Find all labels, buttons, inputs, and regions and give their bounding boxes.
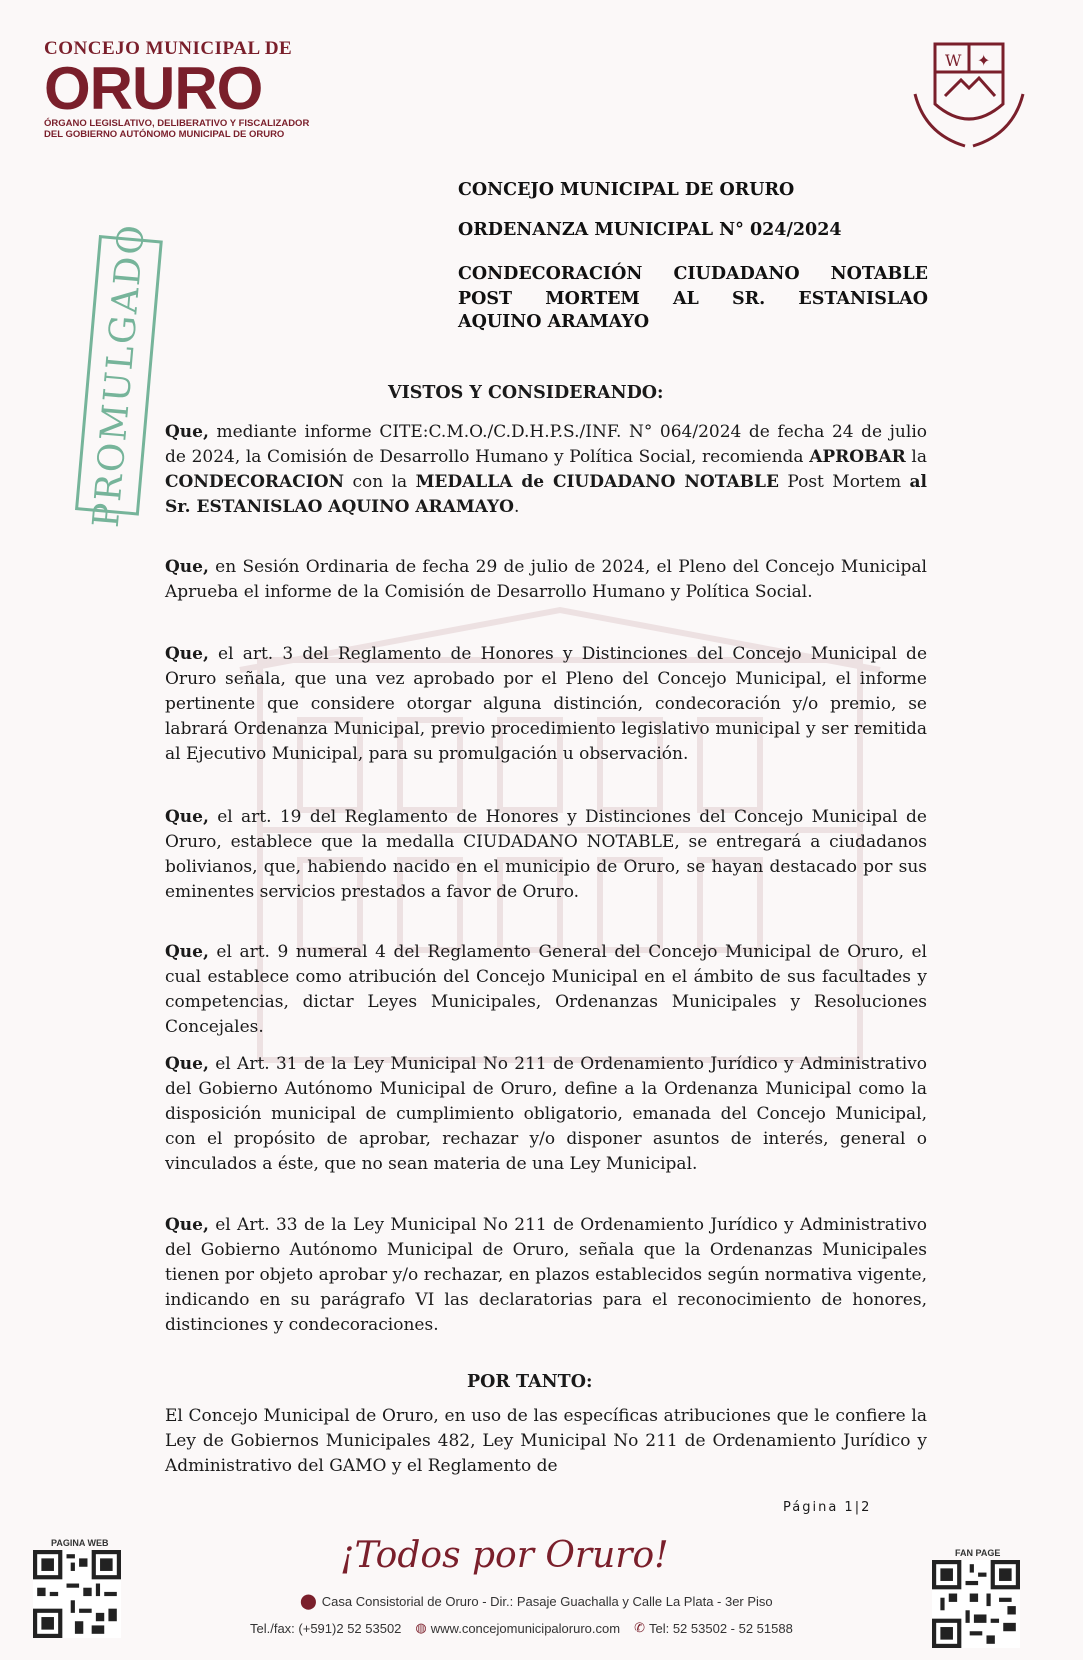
paragraph-7 bbox=[165, 1213, 927, 1338]
p7-text: el Art. 33 de la Ley Municipal No 211 de Ordenamiento Jurídico y Administrativo del Gobierno Autónomo Municipal de Oruro, señala que la Ordenanzas Municipales tienen por objeto aprobar y/o rechazar, en plazos establecidos según normativa vigente, indicando en su parágrafo VI las declaratorias para el reconocimiento de honores, distinciones y condecoraciones. bbox=[165, 1215, 927, 1335]
paragraph-1 bbox=[165, 420, 927, 520]
p3-text: el art. 3 del Reglamento de Honores y Distinciones del Concejo Municipal de Oruro señala, que una vez aprobado por el Pleno del Concejo Municipal, el informe pertinente que considere otorgar alguna distinción, condecoración y/o premio, se labrará Ordenanza Municipal, previo procedimiento legislativo municipal y ser remitida al Ejecutivo Municipal, para su promulgación u observación. bbox=[165, 644, 927, 764]
p2-text: en Sesión Ordinaria de fecha 29 de julio de 2024, el Pleno del Concejo Municipal Aprueba el informe de la Comisión de Desarrollo Humano y Política Social. bbox=[165, 557, 927, 602]
paragraph-2 bbox=[165, 555, 927, 605]
tel-text: Tel: 52 53502 - 52 51588 bbox=[648, 1620, 793, 1636]
title-ordinance-number: ORDENANZA MUNICIPAL N° 024/2024 bbox=[458, 220, 842, 240]
p7-lead: Que, bbox=[165, 1215, 209, 1235]
p1-e: con la bbox=[344, 472, 416, 492]
council-logo bbox=[44, 38, 314, 140]
p1-f: MEDALLA de CIUDADANO NOTABLE bbox=[415, 472, 779, 492]
location-pin-icon: ⬤ bbox=[300, 1593, 317, 1610]
p1-lead: Que, bbox=[165, 422, 209, 442]
phone-icon: ✆ bbox=[634, 1620, 645, 1635]
paragraph-3 bbox=[165, 642, 927, 767]
paragraph-6 bbox=[165, 1052, 927, 1177]
p4-lead: Que, bbox=[165, 807, 209, 827]
p1-b: APROBAR bbox=[809, 447, 906, 467]
promulgado-stamp: PROMULGADO bbox=[75, 235, 163, 516]
p4-text: el art. 19 del Reglamento de Honores y Distinciones del Concejo Municipal de Oruro, establece que la medalla CIUDADANO NOTABLE, se entregará a ciudadanos bolivianos, que, habiendo nacido en el municipio de Oruro, se hayan destacado por sus eminentes servicios prestados a favor de Oruro. bbox=[165, 807, 927, 902]
paragraph-4 bbox=[165, 805, 927, 905]
telfax-text: Tel./fax: (+591)2 52 53502 bbox=[250, 1620, 402, 1636]
p1-d: CONDECORACION bbox=[165, 472, 345, 492]
footer-contacts bbox=[250, 1620, 793, 1636]
section-portanto: POR TANTO: bbox=[467, 1372, 593, 1392]
qr-left-label: PAGINA WEB bbox=[51, 1538, 109, 1548]
qr-code-icon[interactable] bbox=[932, 1560, 1020, 1648]
logo-line2: ORURO bbox=[44, 55, 263, 122]
crest-icon bbox=[905, 34, 1033, 154]
title-council: CONCEJO MUNICIPAL DE ORURO bbox=[458, 180, 795, 200]
paragraph-5 bbox=[165, 940, 927, 1040]
p6-text: el Art. 31 de la Ley Municipal No 211 de Ordenamiento Jurídico y Administrativo del Gobierno Autónomo Municipal de Oruro, define a la Ordenanza Municipal como la disposición municipal de cumplimiento obligatorio, emanada del Concejo Municipal, con el propósito de aprobar, rechazar y/o disponer asuntos de interés, general o vinculados a éste, que no sean materia de una Ley Municipal. bbox=[165, 1054, 927, 1174]
footer-slogan: ¡Todos por Oruro! bbox=[340, 1535, 669, 1576]
qr-code-icon[interactable] bbox=[33, 1550, 121, 1638]
p5-text: el art. 9 numeral 4 del Reglamento General del Concejo Municipal de Oruro, el cual establece como atribución del Concejo Municipal en el ámbito de sus facultades y competencias, dictar Leyes Municipales, Ordenanzas Municipales y Resoluciones Concejales. bbox=[165, 942, 927, 1037]
p1-h: al Sr. ESTANISLAO AQUINO ARAMAYO bbox=[165, 472, 927, 517]
paragraph-8: El Concejo Municipal de Oruro, en uso de las específicas atribuciones que le confiere la Ley de Gobiernos Municipales 482, Ley Municipal No 211 de Ordenamiento Jurídico y Administrativo del GAMO y el Reglamento de bbox=[165, 1406, 927, 1476]
logo-line1: CONCEJO MUNICIPAL DE bbox=[44, 38, 293, 59]
logo-line4: DEL GOBIERNO AUTÓNOMO MUNICIPAL DE ORURO bbox=[44, 129, 285, 140]
p6-lead: Que, bbox=[165, 1054, 209, 1074]
address-text: Casa Consistorial de Oruro - Dir.: Pasaje Guachalla y Calle La Plata - 3er Piso bbox=[321, 1593, 773, 1609]
qr-right-label: FAN PAGE bbox=[955, 1548, 1001, 1558]
p2-lead: Que, bbox=[165, 557, 209, 577]
footer-address bbox=[300, 1592, 773, 1610]
p1-i: . bbox=[513, 497, 520, 517]
p1-g: Post Mortem bbox=[778, 472, 910, 492]
svg-text:W: W bbox=[945, 51, 962, 70]
svg-text:✦: ✦ bbox=[977, 51, 991, 70]
web-link[interactable]: www.concejomunicipaloruro.com bbox=[430, 1620, 621, 1636]
title-subject: CONDECORACIÓN CIUDADANO NOTABLE POST MORTEM AL SR. ESTANISLAO bbox=[458, 264, 928, 309]
p3-lead: Que, bbox=[165, 644, 209, 664]
p1-c: la bbox=[905, 447, 927, 467]
section-vistos: VISTOS Y CONSIDERANDO: bbox=[388, 383, 664, 403]
globe-icon: ◍ bbox=[415, 1620, 427, 1635]
p5-lead: Que, bbox=[165, 942, 209, 962]
logo-line3: ÓRGANO LEGISLATIVO, DELIBERATIVO Y FISCALIZADOR bbox=[44, 118, 310, 129]
page-number: Página 1|2 bbox=[783, 1500, 872, 1515]
title-subject-cont: AQUINO ARAMAYO bbox=[458, 312, 650, 332]
p1-a: mediante informe CITE:C.M.O./C.D.H.P.S./INF. N° 064/2024 de fecha 24 de julio de 2024, la Comisión de Desarrollo Humano y Política Social, recomienda bbox=[165, 422, 927, 467]
